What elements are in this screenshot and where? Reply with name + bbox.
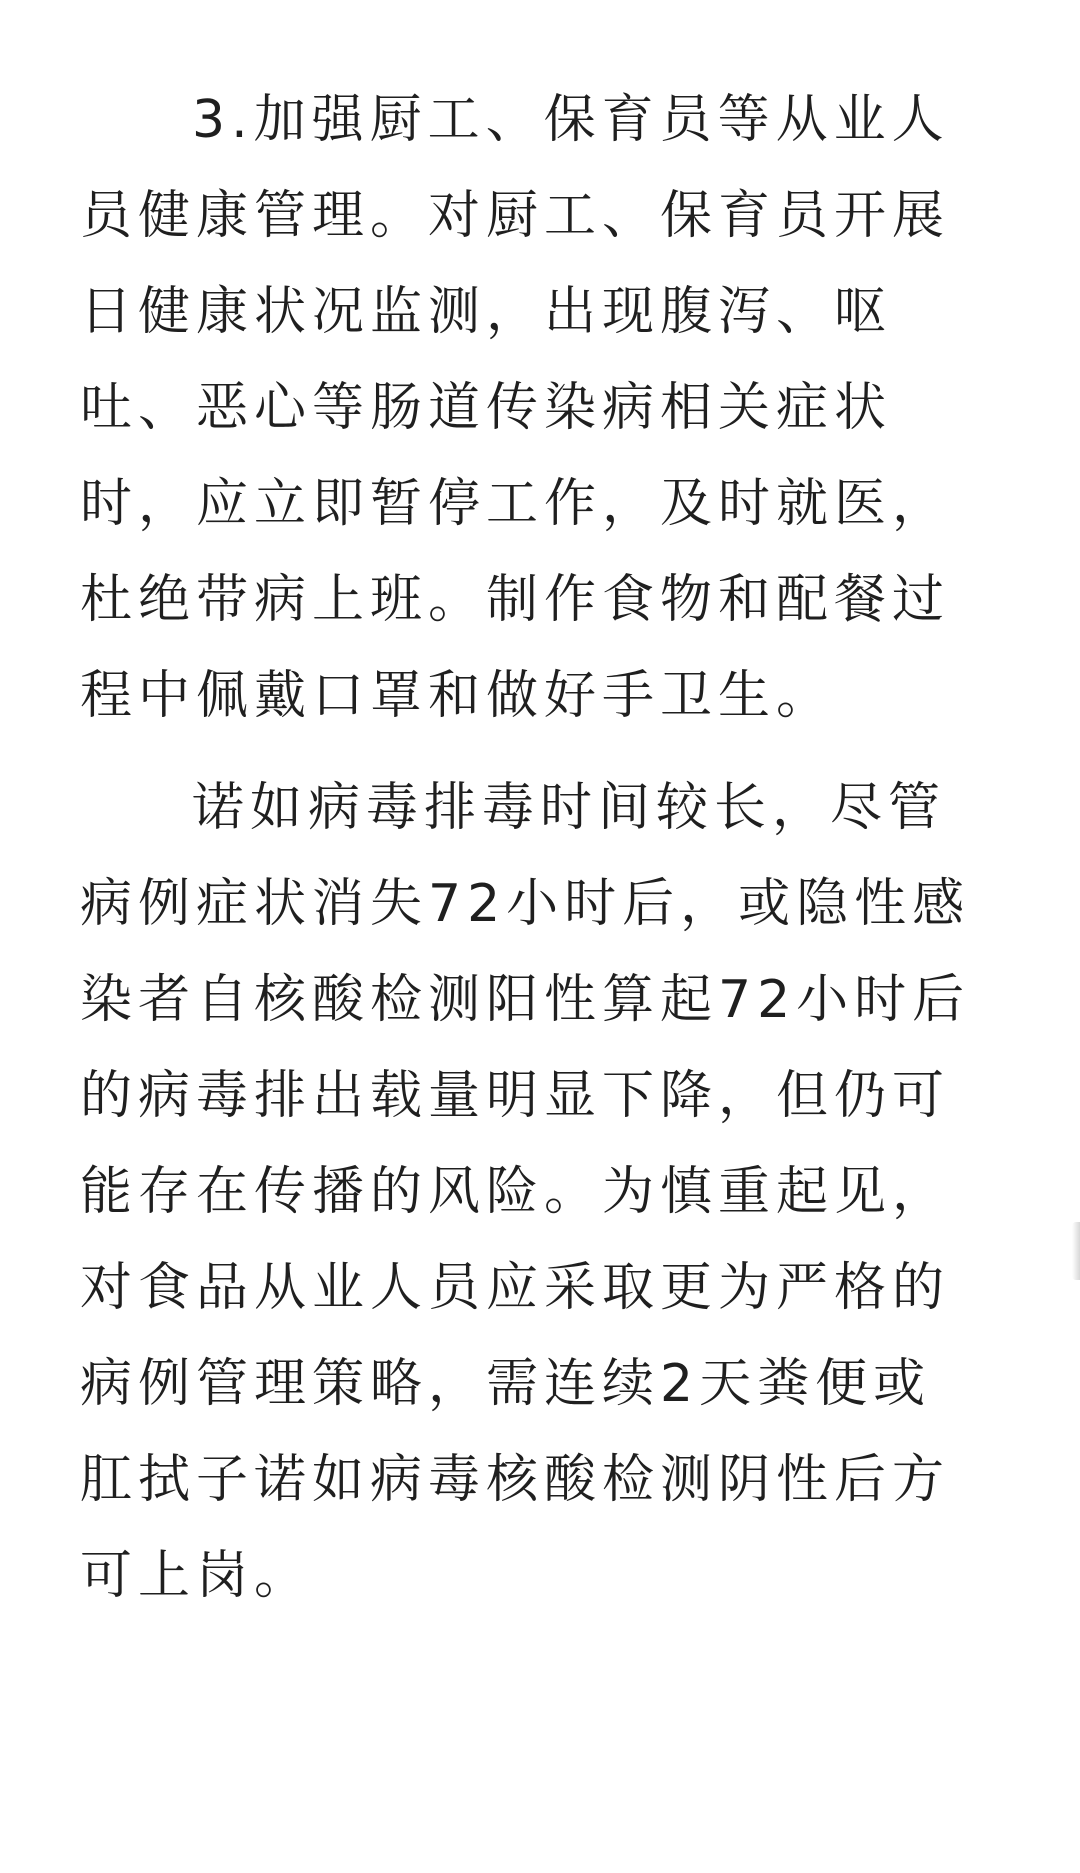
text-line: 病例症状消失72小时后，或隐性感: [80, 874, 971, 934]
text-line: 能存在传播的风险。为慎重起见，: [80, 1162, 951, 1222]
text-line: 杜绝带病上班。制作食物和配餐过: [80, 570, 951, 630]
text-line: 日健康状况监测，出现腹泻、呕: [80, 282, 893, 342]
text-line: 吐、恶心等肠道传染病相关症状: [80, 378, 893, 438]
text-line: 时，应立即暂停工作，及时就医，: [80, 474, 951, 534]
paragraph-norovirus-shedding: [80, 760, 1008, 1624]
text-line: 员健康管理。对厨工、保育员开展: [80, 186, 951, 246]
text-line: 3.加强厨工、保育员等从业人: [192, 90, 950, 150]
text-line: 对食品从业人员应采取更为严格的: [80, 1258, 951, 1318]
text-line: 染者自核酸检测阳性算起72小时后: [80, 970, 971, 1030]
text-line: 肛拭子诺如病毒核酸检测阴性后方: [80, 1450, 951, 1510]
text-line: 病例管理策略，需连续2天粪便或: [80, 1354, 932, 1414]
text-line: 程中佩戴口罩和做好手卫生。: [80, 666, 835, 726]
scroll-edge-indicator: [1072, 1222, 1080, 1280]
paragraph-staff-health: [80, 72, 1008, 744]
text-line: 的病毒排出载量明显下降，但仍可: [80, 1066, 951, 1126]
article-body: [80, 72, 1008, 1624]
text-line: 诺如病毒排毒时间较长，尽管: [192, 778, 947, 838]
text-line: 可上岗。: [80, 1546, 313, 1606]
